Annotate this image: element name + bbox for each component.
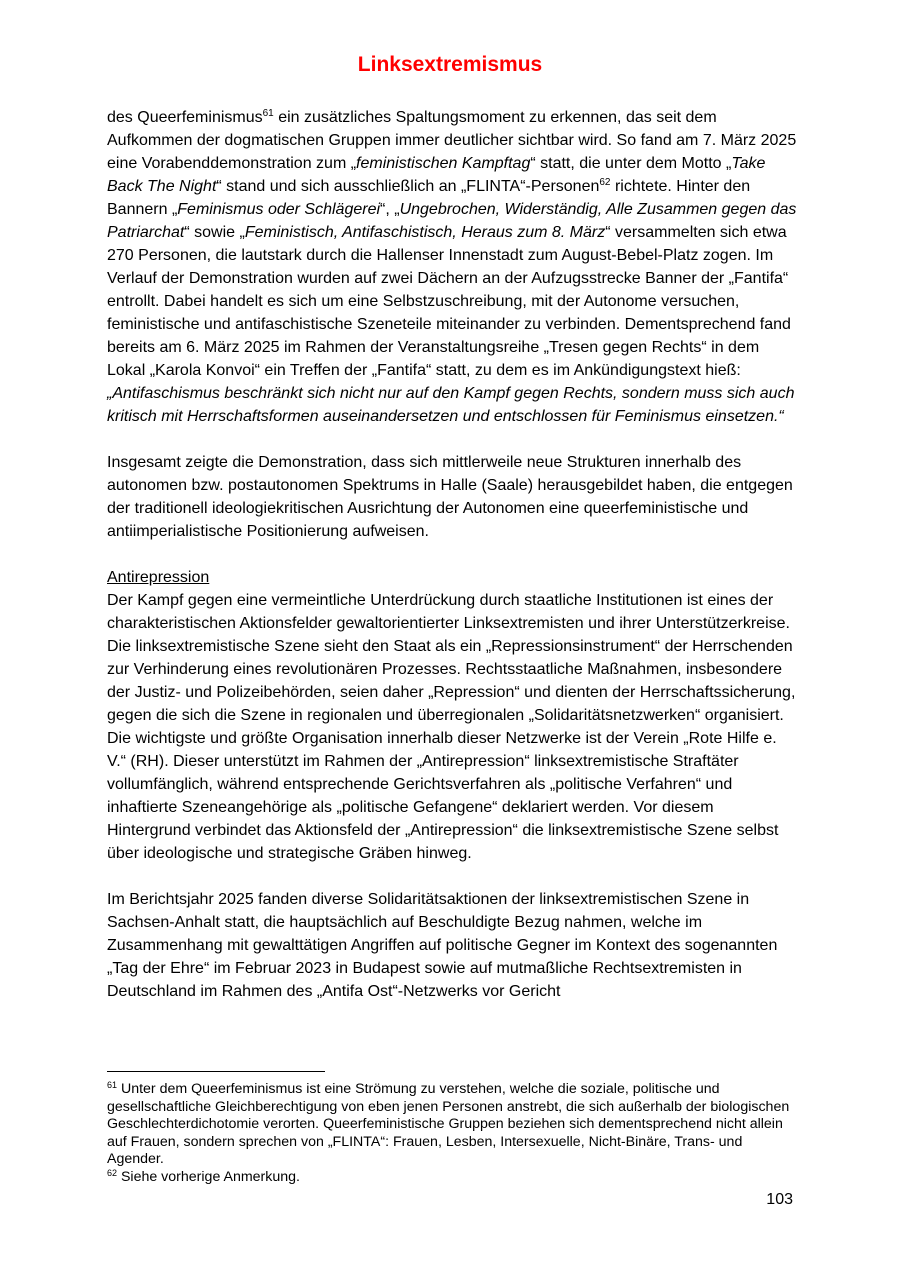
- running-header: Linksextremismus: [357, 53, 543, 76]
- footnote-ref-62[interactable]: 62: [599, 177, 611, 188]
- page-number: 103: [766, 1191, 793, 1208]
- paragraph-antirepression: Der Kampf gegen eine vermeintliche Unterdrückung durch staatliche Institutionen ist eines der charakteristischen Aktionsfelder gewaltorientierter Linksextremisten und ihrer Unterstützerkreise. Die linksextremistische Szene sieht den Staat als ein „Repressionsinstrument“ der Herrschenden zur Verhinderung eines revolutionären Prozesses. Rechtsstaatliche Maßnahmen, insbesondere der Justiz- und Polizeibehörden, seien daher „Repression“ und dienten der Herrschaftssicherung, gegen die sich die Szene in regionalen und überregionalen „Solidaritätsnetzwerken“ organisiert. Die wichtigste und größte Organisation innerhalb dieser Netzwerke ist der Verein „Rote Hilfe e. V.“ (RH). Dieser unterstützt im Rahmen der „Antirepression“ linksextremistische Straftäter vollumfänglich, während entsprechende Gerichtsverfahren als „politische Verfahren“ und inhaftierte Szeneangehörige als „politische Gefangene“ deklariert werden. Vor diesem Hintergrund verbindet das Aktionsfeld der „Antirepression“ die linksextremistische Szene selbst über ideologische und strategische Gräben hinweg.: [107, 592, 796, 862]
- paragraph-spacer: [107, 428, 797, 451]
- italic-quote: feministischen Kampftag: [356, 155, 531, 172]
- text-run: “, „: [380, 201, 400, 218]
- text-run: “ stand und sich ausschließlich an „FLINTA“-Personen: [216, 178, 600, 195]
- footnote-divider: [107, 1071, 325, 1072]
- text-run: richtete. Hinter den Bannern „: [107, 178, 751, 218]
- footnote-61: [107, 1081, 797, 1169]
- paragraph-spacer: [107, 543, 797, 566]
- text-run: “ statt, die unter dem Motto „: [530, 155, 732, 172]
- text-run: des Queerfeminismus: [107, 109, 263, 126]
- italic-quote: Ungebrochen, Widerständig, Alle Zusammen gegen das Patriarchat: [107, 201, 797, 241]
- footnotes: [107, 1081, 797, 1186]
- italic-quote: Take Back The Night: [107, 155, 766, 195]
- italic-quote: Feministisch, Antifaschistisch, Heraus zum 8. März: [244, 224, 606, 241]
- text-run: “ sowie „: [184, 224, 245, 241]
- footnote-62: [107, 1169, 797, 1187]
- footnote-number: 61: [107, 1080, 118, 1090]
- section-heading: Antirepression: [107, 569, 210, 586]
- paragraph-spacer: [107, 865, 797, 888]
- body-text: [107, 106, 797, 1003]
- text-run: ein zusätzliches Spaltungsmoment zu erkennen, das seit dem Aufkommen der dogmatischen Gruppen immer deutlicher sichtbar wird. So fand am 7. März 2025 eine Vorabenddemonstration zum „: [107, 109, 797, 172]
- footnote-number: 62: [107, 1167, 118, 1178]
- paragraph-summary: Insgesamt zeigte die Demonstration, dass sich mittlerweile neue Strukturen innerhalb des autonomen bzw. postautonomen Spektrums in Halle (Saale) herausgebildet haben, die entgegen der traditionell ideologiekritischen Ausrichtung der Autonomen eine queerfeministische und antiimperialistische Positionierung aufweisen.: [107, 454, 793, 540]
- paragraph-queerfeminism: [107, 106, 797, 428]
- footnote-ref-61[interactable]: 61: [262, 108, 274, 119]
- text-run: “ versammelten sich etwa 270 Personen, die lautstark durch die Hallenser Innenstadt zum August-Bebel-Platz zogen. Im Verlauf der Demonstration wurden auf zwei Dächern an der Aufzugsstrecke Banner der „Fantifa“ entrollt. Dabei handelt es sich um eine Selbstzuschreibung, mit der Autonome versuchen, feministische und antifaschistische Szeneteile miteinander zu verbinden. Dementsprechend fand bereits am 6. März 2025 im Rahmen der Veranstaltungsreihe „Tresen gegen Rechts“ in dem Lokal „Karola Konvoi“ ein Treffen der „Fantifa“ statt, zu dem es im Ankündigungstext hieß:: [107, 224, 791, 379]
- italic-quote: Feminismus oder Schlägerei: [177, 201, 381, 218]
- footnote-text: Unter dem Queerfeminismus ist eine Strömung zu verstehen, welche die soziale, politische und gesellschaftliche Gleichberechtigung von eben jenen Personen anstrebt, die sich außerhalb der biologischen Geschlechterdichotomie verorten. Queerfeministische Gruppen beziehen sich dementsprechend nicht allein auf Frauen, sondern sprechen von „FLINTA“: Frauen, Lesben, Intersexuelle, Nicht-Binäre, Trans- und Agender.: [107, 1081, 790, 1167]
- paragraph-solidarity: Im Berichtsjahr 2025 fanden diverse Solidaritätsaktionen der linksextremistischen Szene in Sachsen-Anhalt statt, die hauptsächlich auf Beschuldigte Bezug nahmen, welche im Zusammenhang mit gewalttätigen Angriffen auf politische Gegner im Kontext des sogenannten „Tag der Ehre“ im Februar 2023 in Budapest sowie auf mutmaßliche Rechtsextremisten in Deutschland im Rahmen des „Antifa Ost“-Netzwerks vor Gericht: [107, 891, 778, 1000]
- footnote-text: Siehe vorherige Anmerkung.: [117, 1168, 300, 1185]
- italic-quote: „Antifaschismus beschränkt sich nicht nur auf den Kampf gegen Rechts, sondern muss sich auch kritisch mit Herrschaftsformen auseinandersetzen und entschlossen für Feminismus einsetzen.“: [107, 385, 795, 425]
